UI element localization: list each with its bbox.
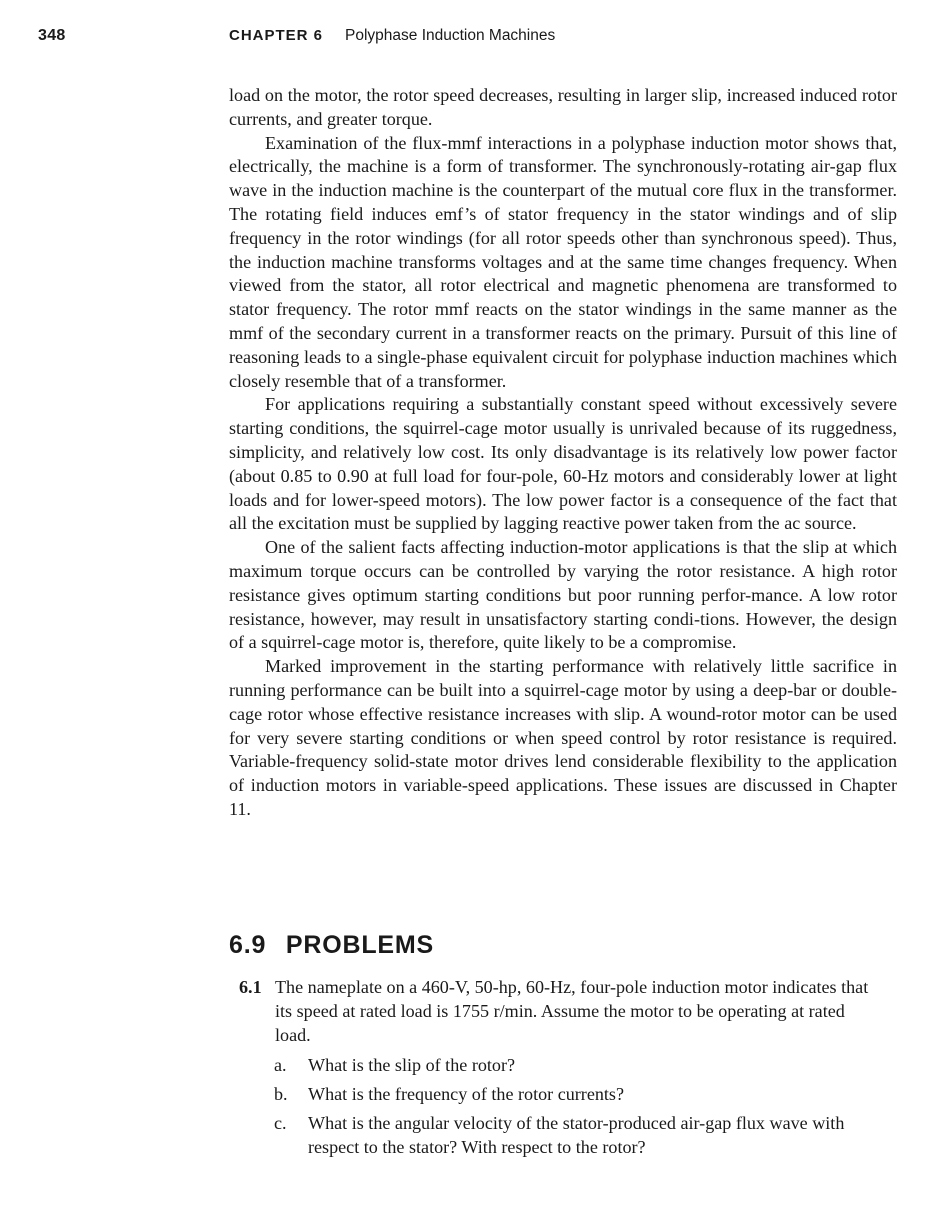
- part-text: What is the slip of the rotor?: [308, 1055, 516, 1075]
- section-title: PROBLEMS: [285, 931, 434, 959]
- section-number: 6.9: [229, 931, 267, 959]
- problem-part: [239, 1053, 899, 1077]
- problem-statement: The nameplate on a 460-V, 50-hp, 60-Hz, four-pole induction motor indicates that its speed at rated load is 1755 r/min. Assume the motor to be operating at rated load.: [275, 977, 869, 1045]
- paragraph: For applications requiring a substantially constant speed without excessively severe starting conditions, the squirrel-cage motor usually is unrivaled because of its ruggedness, simplicity, and relatively low cost. Its only disadvantage is its relatively low power factor (about 0.85 to 0.90 at full load for four-pole, 60-Hz motors and considerably lower at light loads and for lower-speed motors). The low power factor is a consequence of the fact that all the excitation must be supplied by lagging reactive power taken from the ac source.: [229, 394, 897, 534]
- paragraph: load on the motor, the rotor speed decreases, resulting in larger slip, increased induced rotor currents, and greater torque.: [229, 85, 897, 129]
- part-text: What is the angular velocity of the stator-produced air-gap flux wave with respect to the stator? With respect to the rotor?: [308, 1113, 845, 1157]
- paragraph: One of the salient facts affecting induction-motor applications is that the slip at which maximum torque occurs can be controlled by varying the rotor resistance. A high rotor resistance gives optimum starting conditions but poor running perfor-mance. A low rotor resistance, however, may result in unsatisfactory starting condi-tions. However, the design of a squirrel-cage motor is, therefore, quite likely to be a compromise.: [229, 537, 897, 653]
- problem-parts: [239, 1053, 899, 1159]
- problem-part: [239, 1082, 899, 1106]
- part-letter: b.: [274, 1084, 288, 1104]
- page-number: 348: [38, 27, 66, 44]
- chapter-title: Polyphase Induction Machines: [345, 27, 556, 44]
- problem-part: [239, 1111, 899, 1159]
- running-head: [0, 27, 936, 49]
- body-text: [229, 84, 897, 822]
- problem: [239, 975, 899, 1164]
- part-letter: a.: [274, 1055, 287, 1075]
- chapter-label: CHAPTER 6: [229, 27, 324, 44]
- paragraph: Marked improvement in the starting performance with relatively little sacrifice in running performance can be built into a squirrel-cage motor by using a deep-bar or double-cage rotor whose effective resistance increases with slip. A wound-rotor motor can be used for very severe starting conditions or when speed control by rotor resistance is required. Variable-frequency solid-state motor drives lend considerable flexibility to the application of induction motors in variable-speed applications. These issues are discussed in Chapter 11.: [229, 656, 897, 819]
- paragraph: Examination of the flux-mmf interactions in a polyphase induction motor shows that, electrically, the machine is a form of transformer. The synchronously-rotating air-gap flux wave in the induction machine is the counterpart of the mutual core flux in the transformer. The rotating field induces emf’s of stator frequency in the stator windings and of slip frequency in the rotor windings (for all rotor speeds other than synchronous speed). Thus, the induction machine transforms voltages and at the same time changes frequency. When viewed from the stator, all rotor electrical and magnetic phenomena are transformed to stator frequency. The rotor mmf reacts on the stator windings in the same manner as the mmf of the secondary current in a transformer reacts on the primary. Pursuit of this line of reasoning leads to a single-phase equivalent circuit for polyphase induction machines which closely resemble that of a transformer.: [229, 132, 897, 391]
- section-heading: [229, 931, 434, 960]
- part-text: What is the frequency of the rotor currents?: [308, 1084, 625, 1104]
- problem-number: 6.1: [239, 977, 262, 997]
- part-letter: c.: [274, 1113, 287, 1133]
